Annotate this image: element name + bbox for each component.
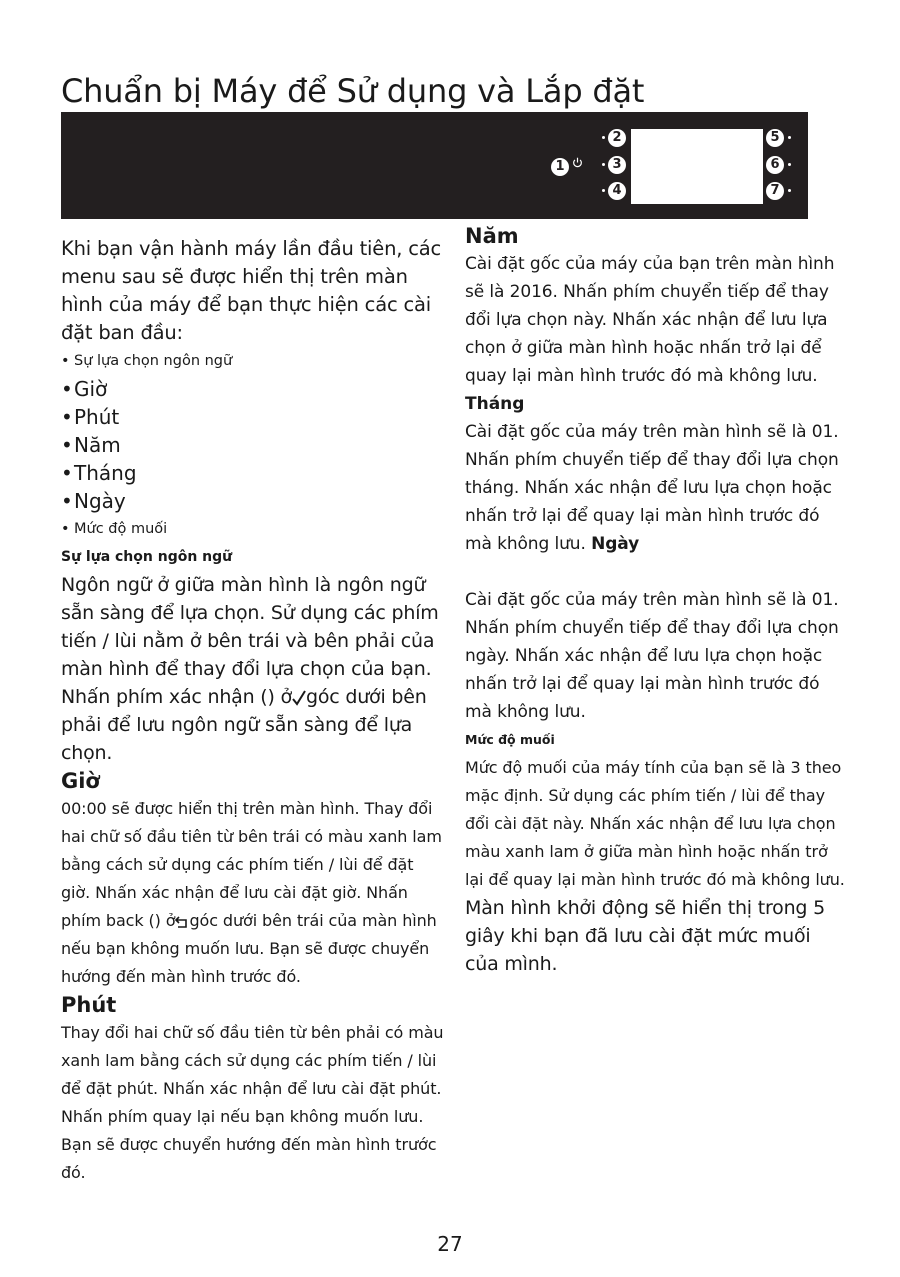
left-column (61, 222, 446, 1187)
salt-heading: Mức độ muối (465, 732, 555, 747)
month-paragraph: Cài đặt gốc của máy trên màn hình sẽ là 01. Nhấn phím chuyển tiếp để thay đổi lựa chọn tháng. Nhấn xác nhận để lưu lựa chọn hoặc nhấn trở lại để quay lại màn hình trước đó mà không lưu. Ngày (465, 422, 839, 554)
year-paragraph: Cài đặt gốc của máy của bạn trên màn hình sẽ là 2016. Nhấn phím chuyển tiếp để thay đổi lựa chọn này. Nhấn xác nhận để lưu lựa chọn ở giữa màn hình hoặc nhấn trở lại để quay lại màn hình trước đó mà không lưu. (465, 254, 835, 386)
callout-6: 6 (766, 156, 784, 174)
salt-paragraph: Mức độ muối của máy tính của bạn sẽ là 3 theo mặc định. Sử dụng các phím tiến / lùi để thay đổi cài đặt này. Nhấn xác nhận để lưu lựa chọn màu xanh lam ở giữa màn hình hoặc nhấn trở lại để quay lại màn hình trước đó mà không lưu. (465, 758, 845, 889)
closing-paragraph: Màn hình khởi động sẽ hiển thị trong 5 giây khi bạn đã lưu cài đặt mức muối của mình. (465, 897, 826, 975)
list-item: • Sự lựa chọn ngôn ngữ (61, 347, 446, 375)
indicator-dot (788, 136, 791, 139)
day-paragraph: Cài đặt gốc của máy trên màn hình sẽ là 01. Nhấn phím chuyển tiếp để thay đổi lựa chọn ngày. Nhấn xác nhận để lưu lựa chọn hoặc nhấn trở lại để quay lại màn hình trước đó mà không lưu. (465, 590, 839, 722)
callout-7: 7 (766, 182, 784, 200)
checkmark-icon (292, 690, 306, 706)
language-heading: Sự lựa chọn ngôn ngữ (61, 549, 233, 565)
list-item: • Năm (61, 431, 446, 459)
page-title: Chuẩn bị Máy để Sử dụng và Lắp đặt (61, 72, 645, 110)
callout-2: 2 (608, 129, 626, 147)
page-number: 27 (437, 1232, 463, 1256)
control-panel-illustration (61, 112, 808, 219)
language-paragraph: Ngôn ngữ ở giữa màn hình là ngôn ngữ sẵn sàng để lựa chọn. Sử dụng các phím tiến / lùi nằm ở bên trái và bên phải của màn hình để thay đổi lựa chọn của bạn. Nhấn phím xác nhận () ở góc dưới bên phải để lưu ngôn ngữ sẵn sàng để lựa chọn. (61, 574, 439, 764)
list-item: • Phút (61, 403, 446, 431)
initial-settings-list (61, 347, 446, 543)
callout-5: 5 (766, 129, 784, 147)
callout-4: 4 (608, 182, 626, 200)
list-item: • Ngày (61, 487, 446, 515)
callout-1: 1 (551, 158, 569, 176)
back-arrow-icon (175, 915, 189, 929)
hour-paragraph: 00:00 sẽ được hiển thị trên màn hình. Thay đổi hai chữ số đầu tiên từ bên trái có màu xanh lam bằng cách sử dụng các phím tiến / lùi để đặt giờ. Nhấn xác nhận để lưu cài đặt giờ. Nhấn phím back () ở góc dưới bên trái của màn hình nếu bạn không muốn lưu. Bạn sẽ được chuyển hướng đến màn hình trước đó. (61, 799, 442, 986)
indicator-dot (602, 136, 605, 139)
minute-paragraph: Thay đổi hai chữ số đầu tiên từ bên phải có màu xanh lam bằng cách sử dụng các phím tiến / lùi để đặt phút. Nhấn xác nhận để lưu cài đặt phút. Nhấn phím quay lại nếu bạn không muốn lưu. Bạn sẽ được chuyển hướng đến màn hình trước đó. (61, 1023, 444, 1182)
indicator-dot (788, 189, 791, 192)
intro-paragraph: Khi bạn vận hành máy lần đầu tiên, các menu sau sẽ được hiển thị trên màn hình của máy để bạn thực hiện các cài đặt ban đầu: (61, 237, 442, 344)
hour-heading: Giờ (61, 769, 100, 793)
list-item: • Giờ (61, 375, 446, 403)
indicator-dot (602, 189, 605, 192)
indicator-dot (602, 163, 605, 166)
indicator-dot (788, 163, 791, 166)
callout-3: 3 (608, 156, 626, 174)
list-item: • Tháng (61, 459, 446, 487)
list-item: • Mức độ muối (61, 515, 446, 543)
right-column (465, 222, 845, 978)
year-heading: Năm (465, 224, 519, 248)
display-screen (631, 129, 763, 204)
day-heading: Ngày (591, 534, 640, 554)
month-heading: Tháng (465, 394, 525, 414)
power-icon (572, 157, 583, 168)
minute-heading: Phút (61, 993, 117, 1017)
